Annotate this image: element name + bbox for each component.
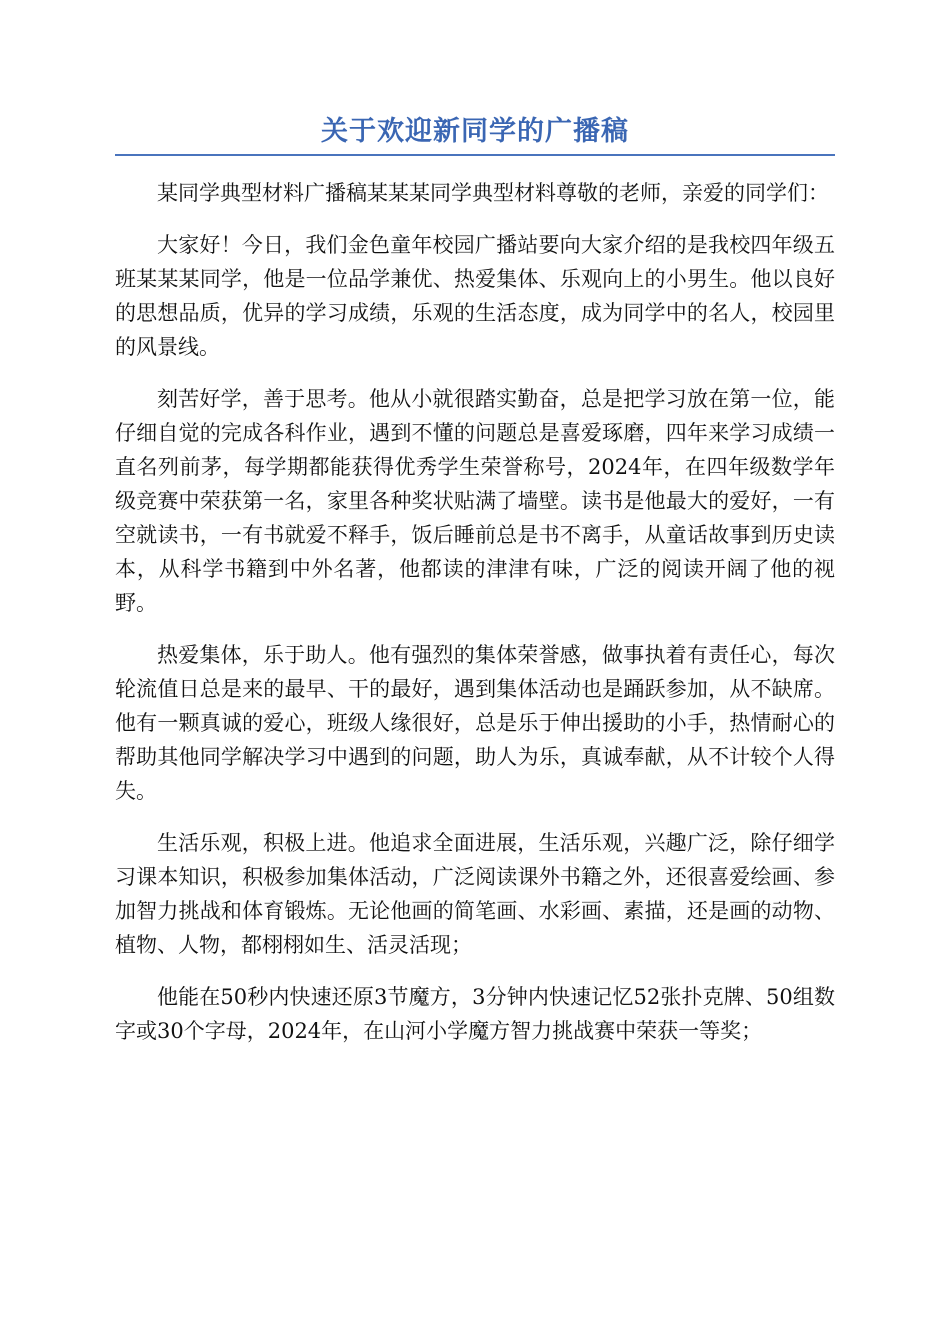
document-page	[115, 112, 835, 1066]
paragraph-cube: 他能在50秒内快速还原3节魔方，3分钟内快速记忆52张扑克牌、50组数字或30个字母，2024年，在山河小学魔方智力挑战赛中荣获一等奖；	[115, 985, 835, 1043]
paragraph-collective: 热爱集体，乐于助人。他有强烈的集体荣誉感，做事执着有责任心，每次轮流值日总是来的最早、干的最好，遇到集体活动也是踊跃参加，从不缺席。他有一颗真诚的爱心，班级人缘很好，总是乐于伸出援助的小手，热情耐心的帮助其他同学解决学习中遇到的问题，助人为乐，真诚奉献，从不计较个人得失。	[115, 643, 835, 803]
paragraph-introduction: 大家好！今日，我们金色童年校园广播站要向大家介绍的是我校四年级五班某某某同学，他是一位品学兼优、热爱集体、乐观向上的小男生。他以良好的思想品质，优异的学习成绩，乐观的生活态度，成为同学中的名人，校园里的风景线。	[115, 233, 835, 359]
title-underline	[115, 154, 835, 156]
paragraph-studious: 刻苦好学，善于思考。他从小就很踏实勤奋，总是把学习放在第一位，能仔细自觉的完成各科作业，遇到不懂的问题总是喜爱琢磨，四年来学习成绩一直名列前茅，每学期都能获得优秀学生荣誉称号，2024年，在四年级数学年级竞赛中荣获第一名，家里各种奖状贴满了墙壁。读书是他最大的爱好，一有空就读书，一有书就爱不释手，饭后睡前总是书不离手，从童话故事到历史读本，从科学书籍到中外名著，他都读的津津有味，广泛的阅读开阔了他的视野。	[115, 387, 835, 615]
paragraph-optimistic: 生活乐观，积极上进。他追求全面进展，生活乐观，兴趣广泛，除仔细学习课本知识，积极参加集体活动，广泛阅读课外书籍之外，还很喜爱绘画、参加智力挑战和体育锻炼。无论他画的简笔画、水彩画、素描，还是画的动物、植物、人物，都栩栩如生、活灵活现；	[115, 831, 835, 957]
paragraph-salutation: 某同学典型材料广播稿某某某同学典型材料尊敬的老师，亲爱的同学们：	[157, 181, 829, 205]
document-title: 关于欢迎新同学的广播稿	[321, 116, 629, 147]
